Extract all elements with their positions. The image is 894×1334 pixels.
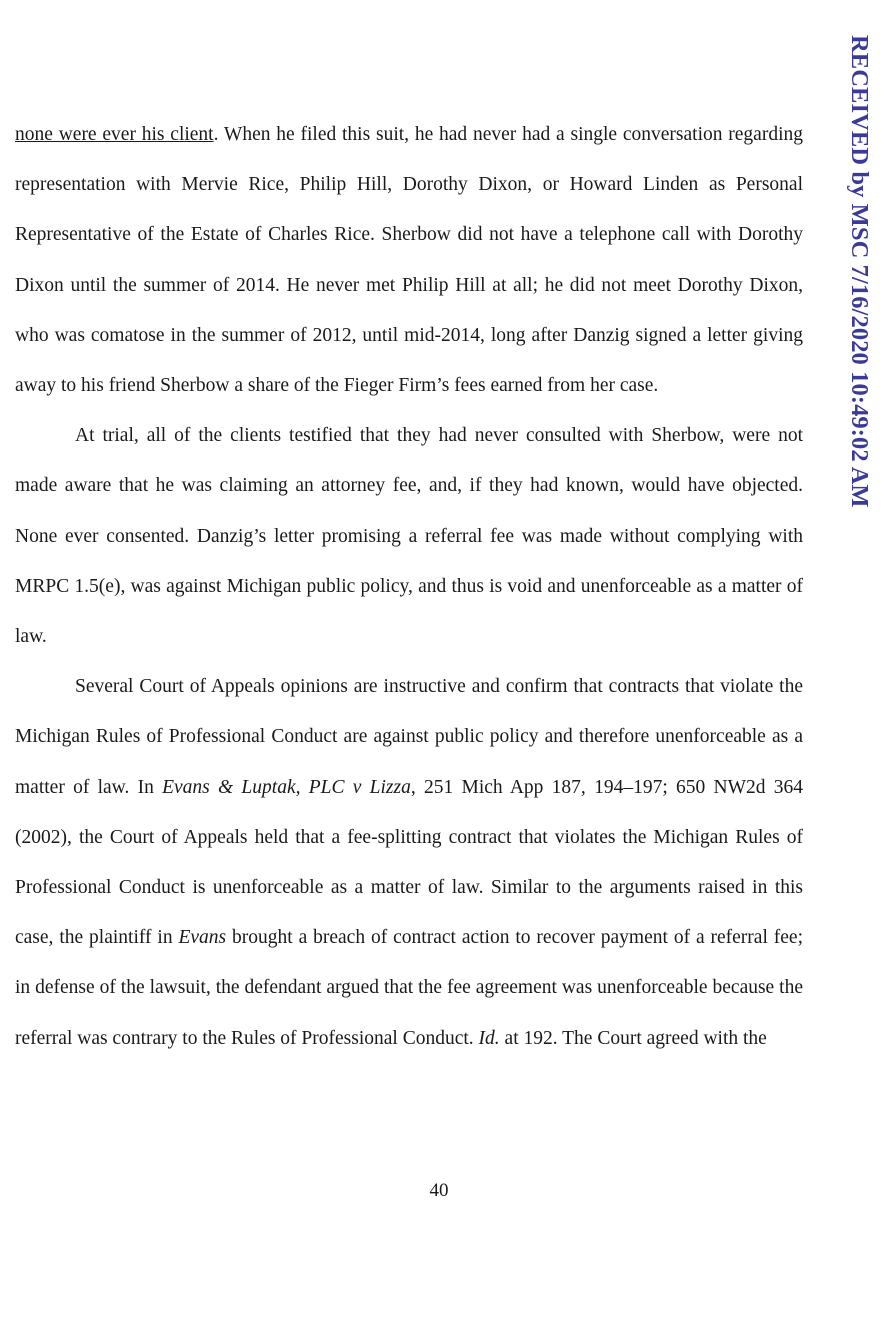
paragraph-3-text-b: , 251 Mich App 187, 194–197; 650 NW2d 364 (2002), the Court of Appeals held that a fee-splitting contract that violates the Michigan Rules of Professional Conduct is unenforceable as a matter of law. Similar to the arguments raised in this case, the plaintiff in <box>15 776 803 949</box>
paragraph-3-text-a: Several Court of Appeals opinions are instructive and confirm that contracts that violate the Michigan Rules of Professional Conduct are against public policy and therefore unenforceable as a matter of law. In <box>15 676 803 798</box>
paragraph-3-text-c: brought a breach of contract action to recover payment of a referral fee; in defense of the lawsuit, the defendant argued that the fee agreement was unenforceable because the referral was contrary to the Rules of Professional Conduct. <box>15 927 803 1049</box>
paragraph-3 <box>15 662 803 1064</box>
case-short-name-evans: Evans <box>178 927 227 949</box>
paragraph-1-text: . When he filed this suit, he had never had a single conversation regarding representation with Mervie Rice, Philip Hill, Dorothy Dixon, or Howard Linden as Personal Representative of the Estate of Charles Rice. Sherbow did not have a telephone call with Dorothy Dixon until the summer of 2014. He never met Philip Hill at all; he did not meet Dorothy Dixon, who was comatose in the summer of 2012, until mid-2014, long after Danzig signed a letter giving away to his friend Sherbow a share of the Fieger Firm’s fees earned from her case. <box>15 124 804 397</box>
paragraph-3-text-d: at 192. The Court agreed with the <box>499 1027 767 1049</box>
id-citation: Id. <box>478 1027 500 1049</box>
document-body <box>15 110 803 1064</box>
underlined-phrase: none were ever his client <box>15 124 214 145</box>
case-citation-evans-lizza: Evans & Luptak, PLC v Lizza <box>162 776 411 798</box>
received-stamp: RECEIVED by MSC 7/16/2020 10:49:02 AM <box>846 35 873 508</box>
paragraph-2-text: At trial, all of the clients testified that they had never consulted with Sherbow, were not made aware that he was claiming an attorney fee, and, if they had known, would have objected. None ever consented. Danzig’s letter promising a referral fee was made without complying with MRPC 1.5(e), was against Michigan public policy, and thus is void and unenforceable as a matter of law. <box>15 425 803 648</box>
paragraph-2 <box>15 411 803 662</box>
page-number: 40 <box>429 1180 449 1201</box>
paragraph-1 <box>15 110 803 411</box>
